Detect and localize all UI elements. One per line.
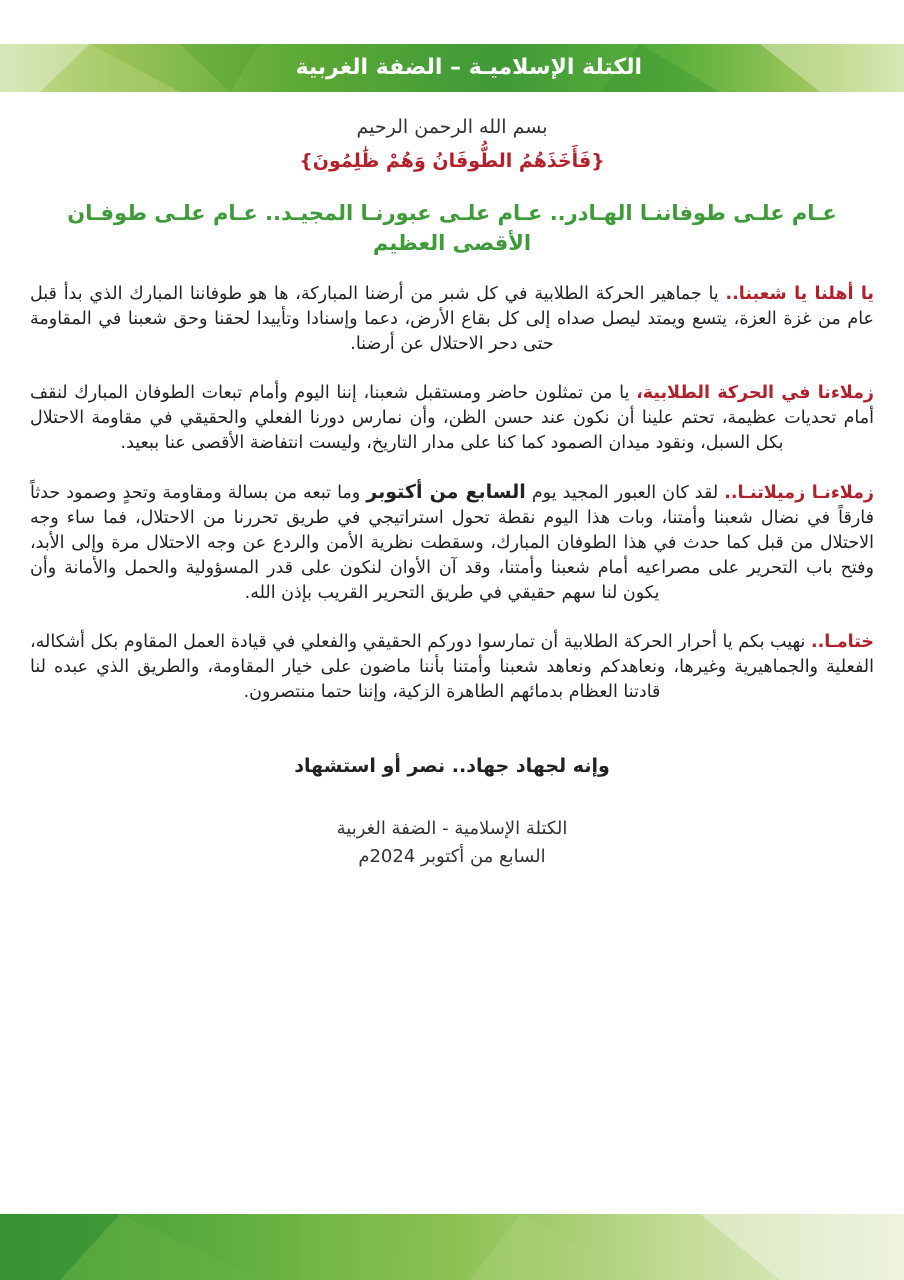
quran-verse: {فَأَخَذَهُمُ الطُّوفَانُ وَهُمْ ظَٰلِمُونَ} bbox=[299, 150, 605, 172]
paragraph-students bbox=[30, 381, 874, 456]
paragraph-people bbox=[30, 282, 874, 357]
footer-band bbox=[0, 1214, 904, 1280]
paragraph-lead: ختامـا.. bbox=[810, 632, 874, 652]
paragraph-text: نهيب بكم يا أحرار الحركة الطلابية أن تمارسوا دوركم الحقيقي والفعلي في قيادة العمل المقاوم بكل أشكاله، الفعلية والجماهيرية وغيرها، ونعاهدكم ونعاهد شعبنا وأمتنا بأننا ماضون على خيار المقاومة، والطريق الذي عبده لنا قادتنا العظام بدمائهم الطاهرة الزكية، وإننا حتما منتصرون. bbox=[30, 632, 874, 702]
headline: عـام علـى طوفاننـا الهـادر.. عـام علـى عبورنـا المجيـد.. عـام علـى طوفـان الأقصى العظيم bbox=[67, 201, 837, 255]
paragraph-text: وما تبعه من بسالة ومقاومة وتحدٍ وصمود حدثاً فارقاً في نضال شعبنا وأمتنا، وبات هذا اليوم نقطة تحول استراتيجي في طريق تحررنا من الاحتلال، فما ساء وجه الاحتلال من قبل كما حدث في هذا الطوفان المبارك، وسقطت نظرية الأمن والردع عن وجه الاحتلال مرة وإلى الأبد، وفتح باب التحرير على مصراعيه أمام شعبنا وأمتنا، وقد آن الأوان لنكون على قدر المسؤولية والحمل والأمانة وأن يكون لنا سهم حقيقي في طريق التحرير القريب بإذن الله. bbox=[30, 483, 874, 603]
paragraph-lead: زملاءنا في الحركة الطلابية، bbox=[636, 383, 874, 403]
signature-date: السابع من أكتوبر 2024م bbox=[358, 846, 546, 867]
paragraph-text: يا من تمثلون حاضر ومستقبل شعبنا، إننا اليوم وأمام تبعات الطوفان المبارك لنقف أمام تحديات عظيمة، تحتم علينا أن نكون عند حسن الظن، وأن نمارس دورنا الفعلي والحقيقي في مقاومة الاحتلال بكل السبل، ونقود ميدان الصمود كما كنا على مدار التاريخ، وليست انتفاضة الأقصى عنا ببعيد. bbox=[30, 383, 874, 453]
paragraph-colleagues bbox=[30, 480, 874, 606]
signature-block bbox=[30, 815, 874, 871]
document-body bbox=[30, 112, 874, 871]
basmala: بسم الله الرحمن الرحيم bbox=[356, 116, 548, 138]
header-title: الكتلة الإسلاميـة – الضفة الغربية bbox=[295, 55, 642, 80]
paragraph-text-before: لقد كان العبور المجيد يوم bbox=[525, 483, 725, 503]
paragraph-lead: يا أهلنا يا شعبنا.. bbox=[725, 284, 874, 304]
paragraph-text: يا جماهير الحركة الطلابية في كل شبر من أرضنا المباركة، ها هو طوفاننا المبارك الذي بدأ قبل عام من غزة العزة، يتسع ويمتد ليصل صداه إلى كل بقاع الأرض، دعما وإسنادا وتأييدا لحقنا وحق شعبنا في المقاومة حتى دحر الاحتلال عن أرضنا. bbox=[30, 284, 874, 354]
signature-org: الكتلة الإسلامية - الضفة الغربية bbox=[336, 818, 568, 839]
paragraph-lead: زملاءنـا زميلاتنـا.. bbox=[724, 483, 874, 503]
footer-pattern bbox=[0, 1214, 904, 1280]
paragraph-closing bbox=[30, 630, 874, 705]
slogan: وإنه لجهاد جهاد.. نصر أو استشهاد bbox=[294, 755, 610, 777]
october-seventh-emphasis: السابع من أكتوبر bbox=[366, 481, 526, 503]
